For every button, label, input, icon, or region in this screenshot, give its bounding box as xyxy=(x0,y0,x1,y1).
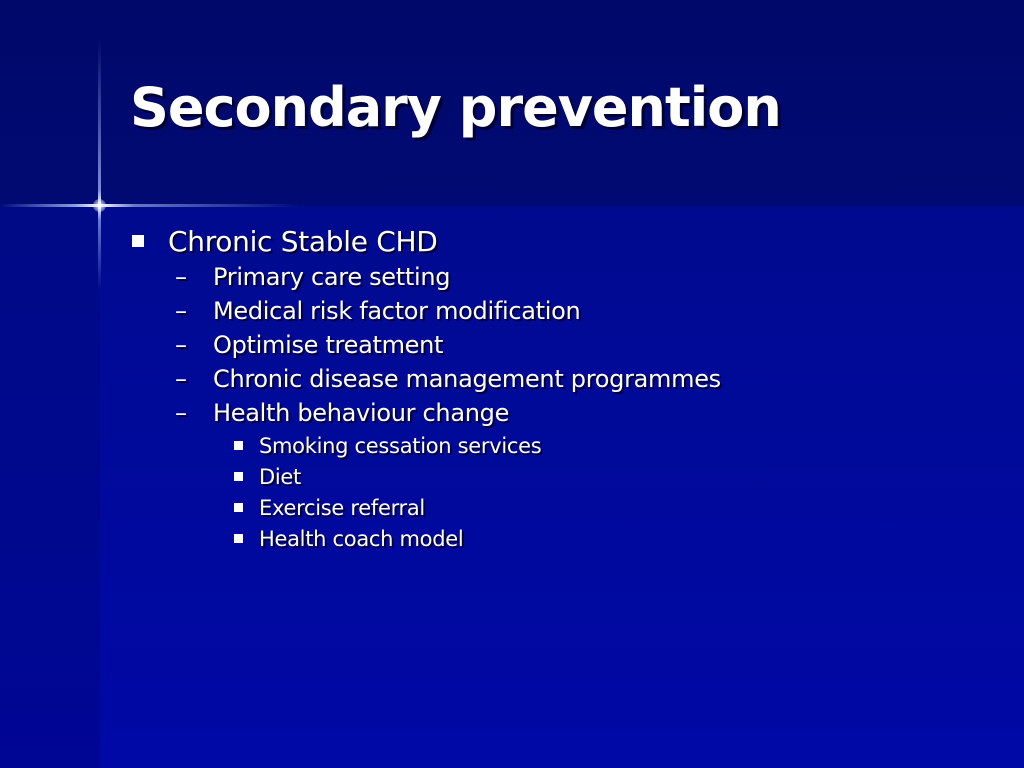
dash-bullet-icon: – xyxy=(175,331,187,359)
bullet-text: Health behaviour change xyxy=(213,399,510,427)
left-band xyxy=(0,206,100,768)
bullet-level2 xyxy=(130,294,990,328)
bullet-level3 xyxy=(130,523,990,554)
square-bullet-icon xyxy=(234,441,243,450)
bullet-level3 xyxy=(130,430,990,461)
bullet-level2 xyxy=(130,396,990,430)
dash-bullet-icon: – xyxy=(175,297,187,325)
dash-bullet-icon: – xyxy=(175,365,187,393)
bullet-level2 xyxy=(130,260,990,294)
bullet-text: Chronic Stable CHD xyxy=(168,224,438,258)
dash-bullet-icon: – xyxy=(175,399,187,427)
vertical-light-streak xyxy=(98,40,101,290)
dash-bullet-icon: – xyxy=(175,263,187,291)
bullet-text: Primary care setting xyxy=(213,263,451,291)
bullet-text: Diet xyxy=(259,464,301,489)
bullet-text: Exercise referral xyxy=(259,495,425,520)
star-sparkle-icon xyxy=(93,199,106,212)
square-bullet-icon xyxy=(234,472,243,481)
horizontal-light-streak xyxy=(0,204,300,207)
bullet-level3 xyxy=(130,461,990,492)
bullet-text: Smoking cessation services xyxy=(259,433,542,458)
bullet-level3 xyxy=(130,492,990,523)
bullet-level2 xyxy=(130,362,990,396)
bullet-text: Health coach model xyxy=(259,526,464,551)
square-bullet-icon xyxy=(132,235,144,247)
bullet-text: Chronic disease management programmes xyxy=(213,365,721,393)
bullet-text: Medical risk factor modification xyxy=(213,297,581,325)
bullet-level1 xyxy=(130,222,990,260)
slide-title: Secondary prevention xyxy=(130,76,781,139)
square-bullet-icon xyxy=(234,503,243,512)
bullet-level2 xyxy=(130,328,990,362)
bullet-list xyxy=(130,222,990,554)
square-bullet-icon xyxy=(234,534,243,543)
bullet-text: Optimise treatment xyxy=(213,331,444,359)
